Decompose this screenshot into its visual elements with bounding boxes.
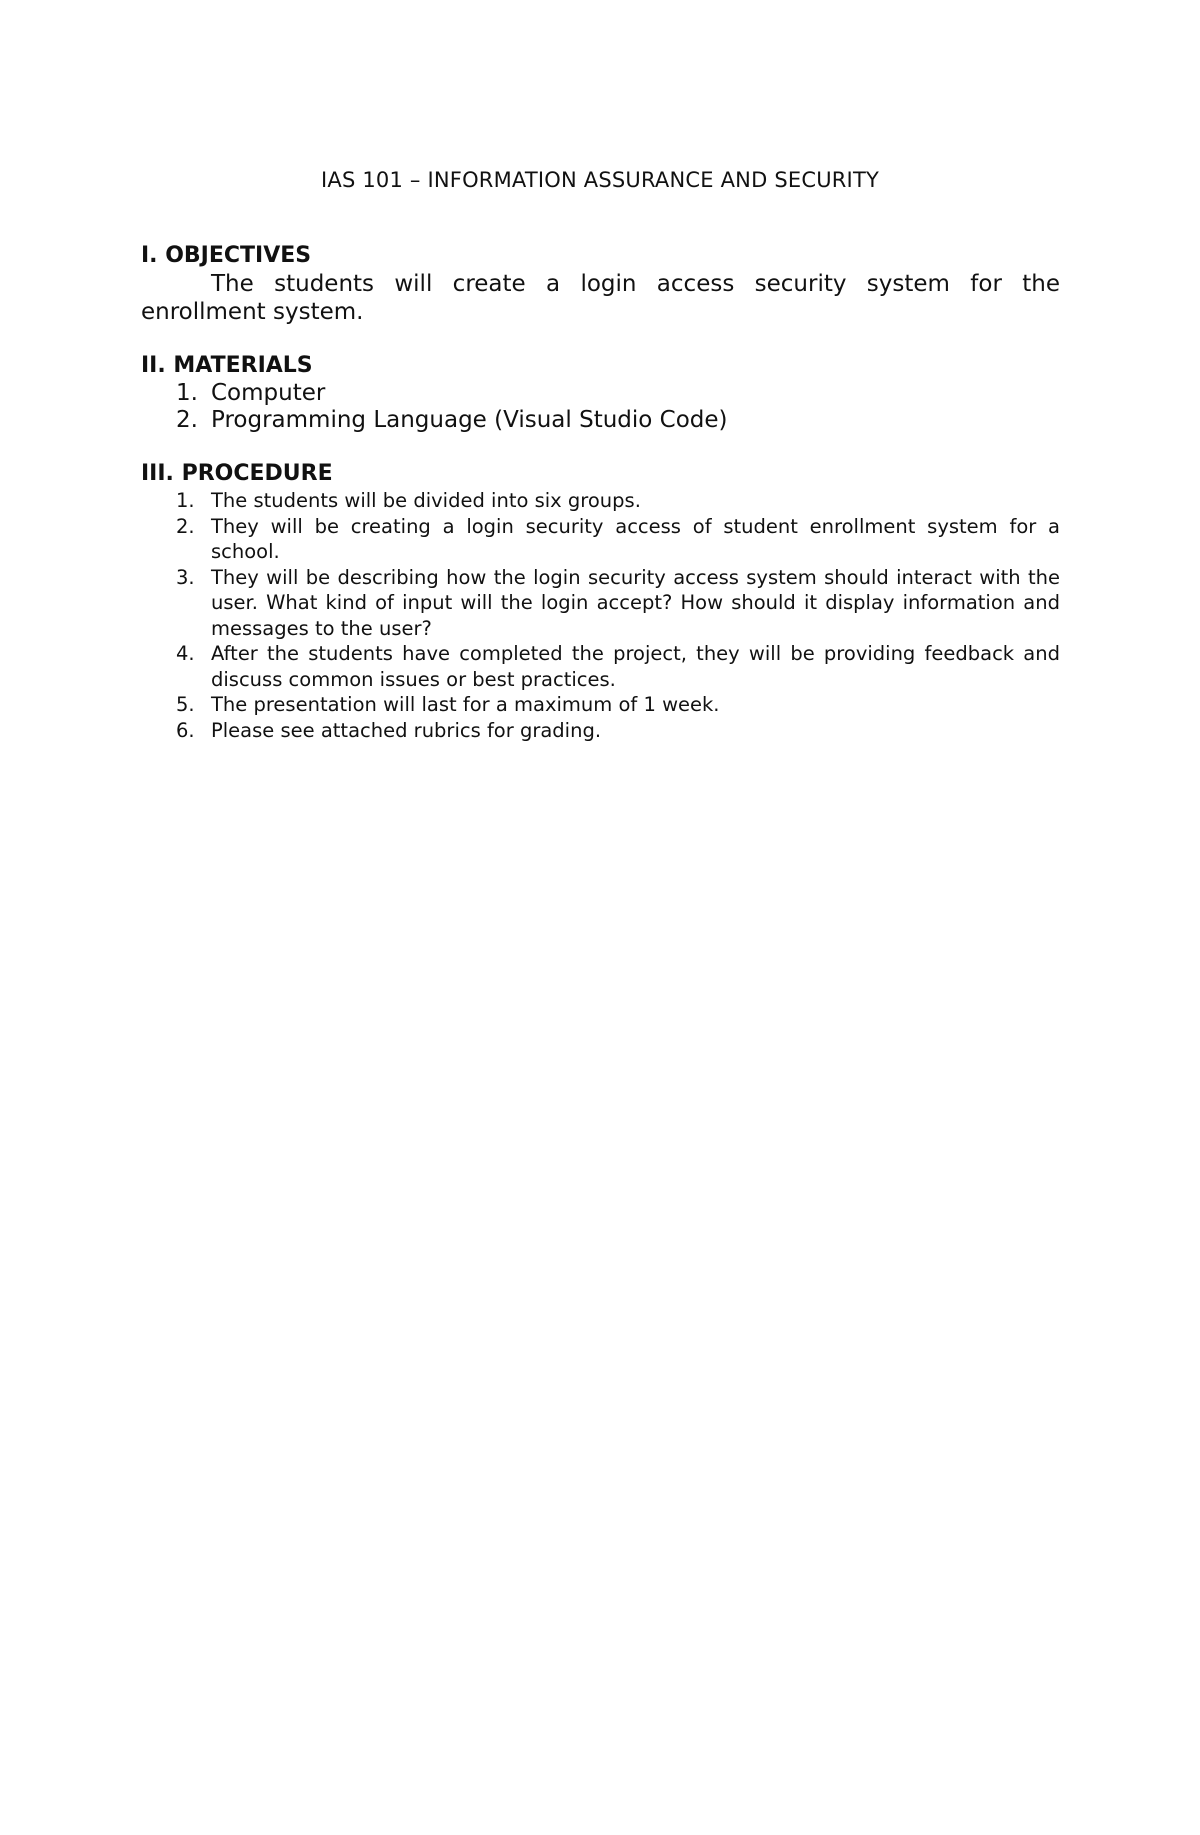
materials-heading: II. MATERIALS (141, 353, 313, 378)
list-number: 2. (176, 514, 195, 538)
materials-item-text: Programming Language (Visual Studio Code) (211, 407, 728, 433)
document-title: IAS 101 – INFORMATION ASSURANCE AND SECURITY (321, 168, 879, 192)
procedure-item (141, 488, 1060, 514)
procedure-item-text: After the students have completed the project, they will be providing feedback and discuss common issues or best practices. (211, 642, 1060, 691)
list-number: 1. (176, 489, 195, 512)
materials-item (141, 380, 1060, 407)
procedure-item-text: They will be describing how the login security access system should interact with the user. What kind of input will the login accept? How should it display information and messages to the user? (211, 565, 1060, 640)
materials-item (141, 407, 1060, 434)
list-number: 5. (176, 693, 195, 716)
materials-section (141, 352, 1060, 434)
procedure-item-text: Please see attached rubrics for grading. (211, 718, 602, 742)
list-number: 2. (176, 407, 198, 433)
objectives-heading: I. OBJECTIVES (141, 243, 312, 268)
procedure-item (141, 514, 1060, 565)
document-body (141, 242, 1060, 743)
objectives-text: The students will create a login access security system for the enrollment system. (141, 271, 1060, 325)
materials-item-text: Computer (211, 380, 326, 406)
materials-list (141, 380, 1060, 434)
procedure-item (141, 718, 1060, 744)
section-spacer (141, 434, 1060, 460)
list-number: 4. (176, 642, 195, 665)
procedure-item-text: They will be creating a login security access of student enrollment system for a school. (211, 514, 1060, 563)
procedure-item-text: The students will be divided into six groups. (211, 489, 641, 512)
procedure-item (141, 692, 1060, 718)
list-number: 1. (176, 380, 198, 406)
procedure-list (141, 488, 1060, 743)
section-spacer (141, 326, 1060, 352)
list-number: 3. (176, 565, 195, 589)
objectives-section (141, 242, 1060, 326)
procedure-heading: III. PROCEDURE (141, 461, 333, 486)
procedure-section (141, 460, 1060, 743)
procedure-item (141, 565, 1060, 642)
procedure-item (141, 641, 1060, 692)
list-number: 6. (176, 718, 195, 742)
procedure-item-text: The presentation will last for a maximum of 1 week. (211, 693, 720, 716)
